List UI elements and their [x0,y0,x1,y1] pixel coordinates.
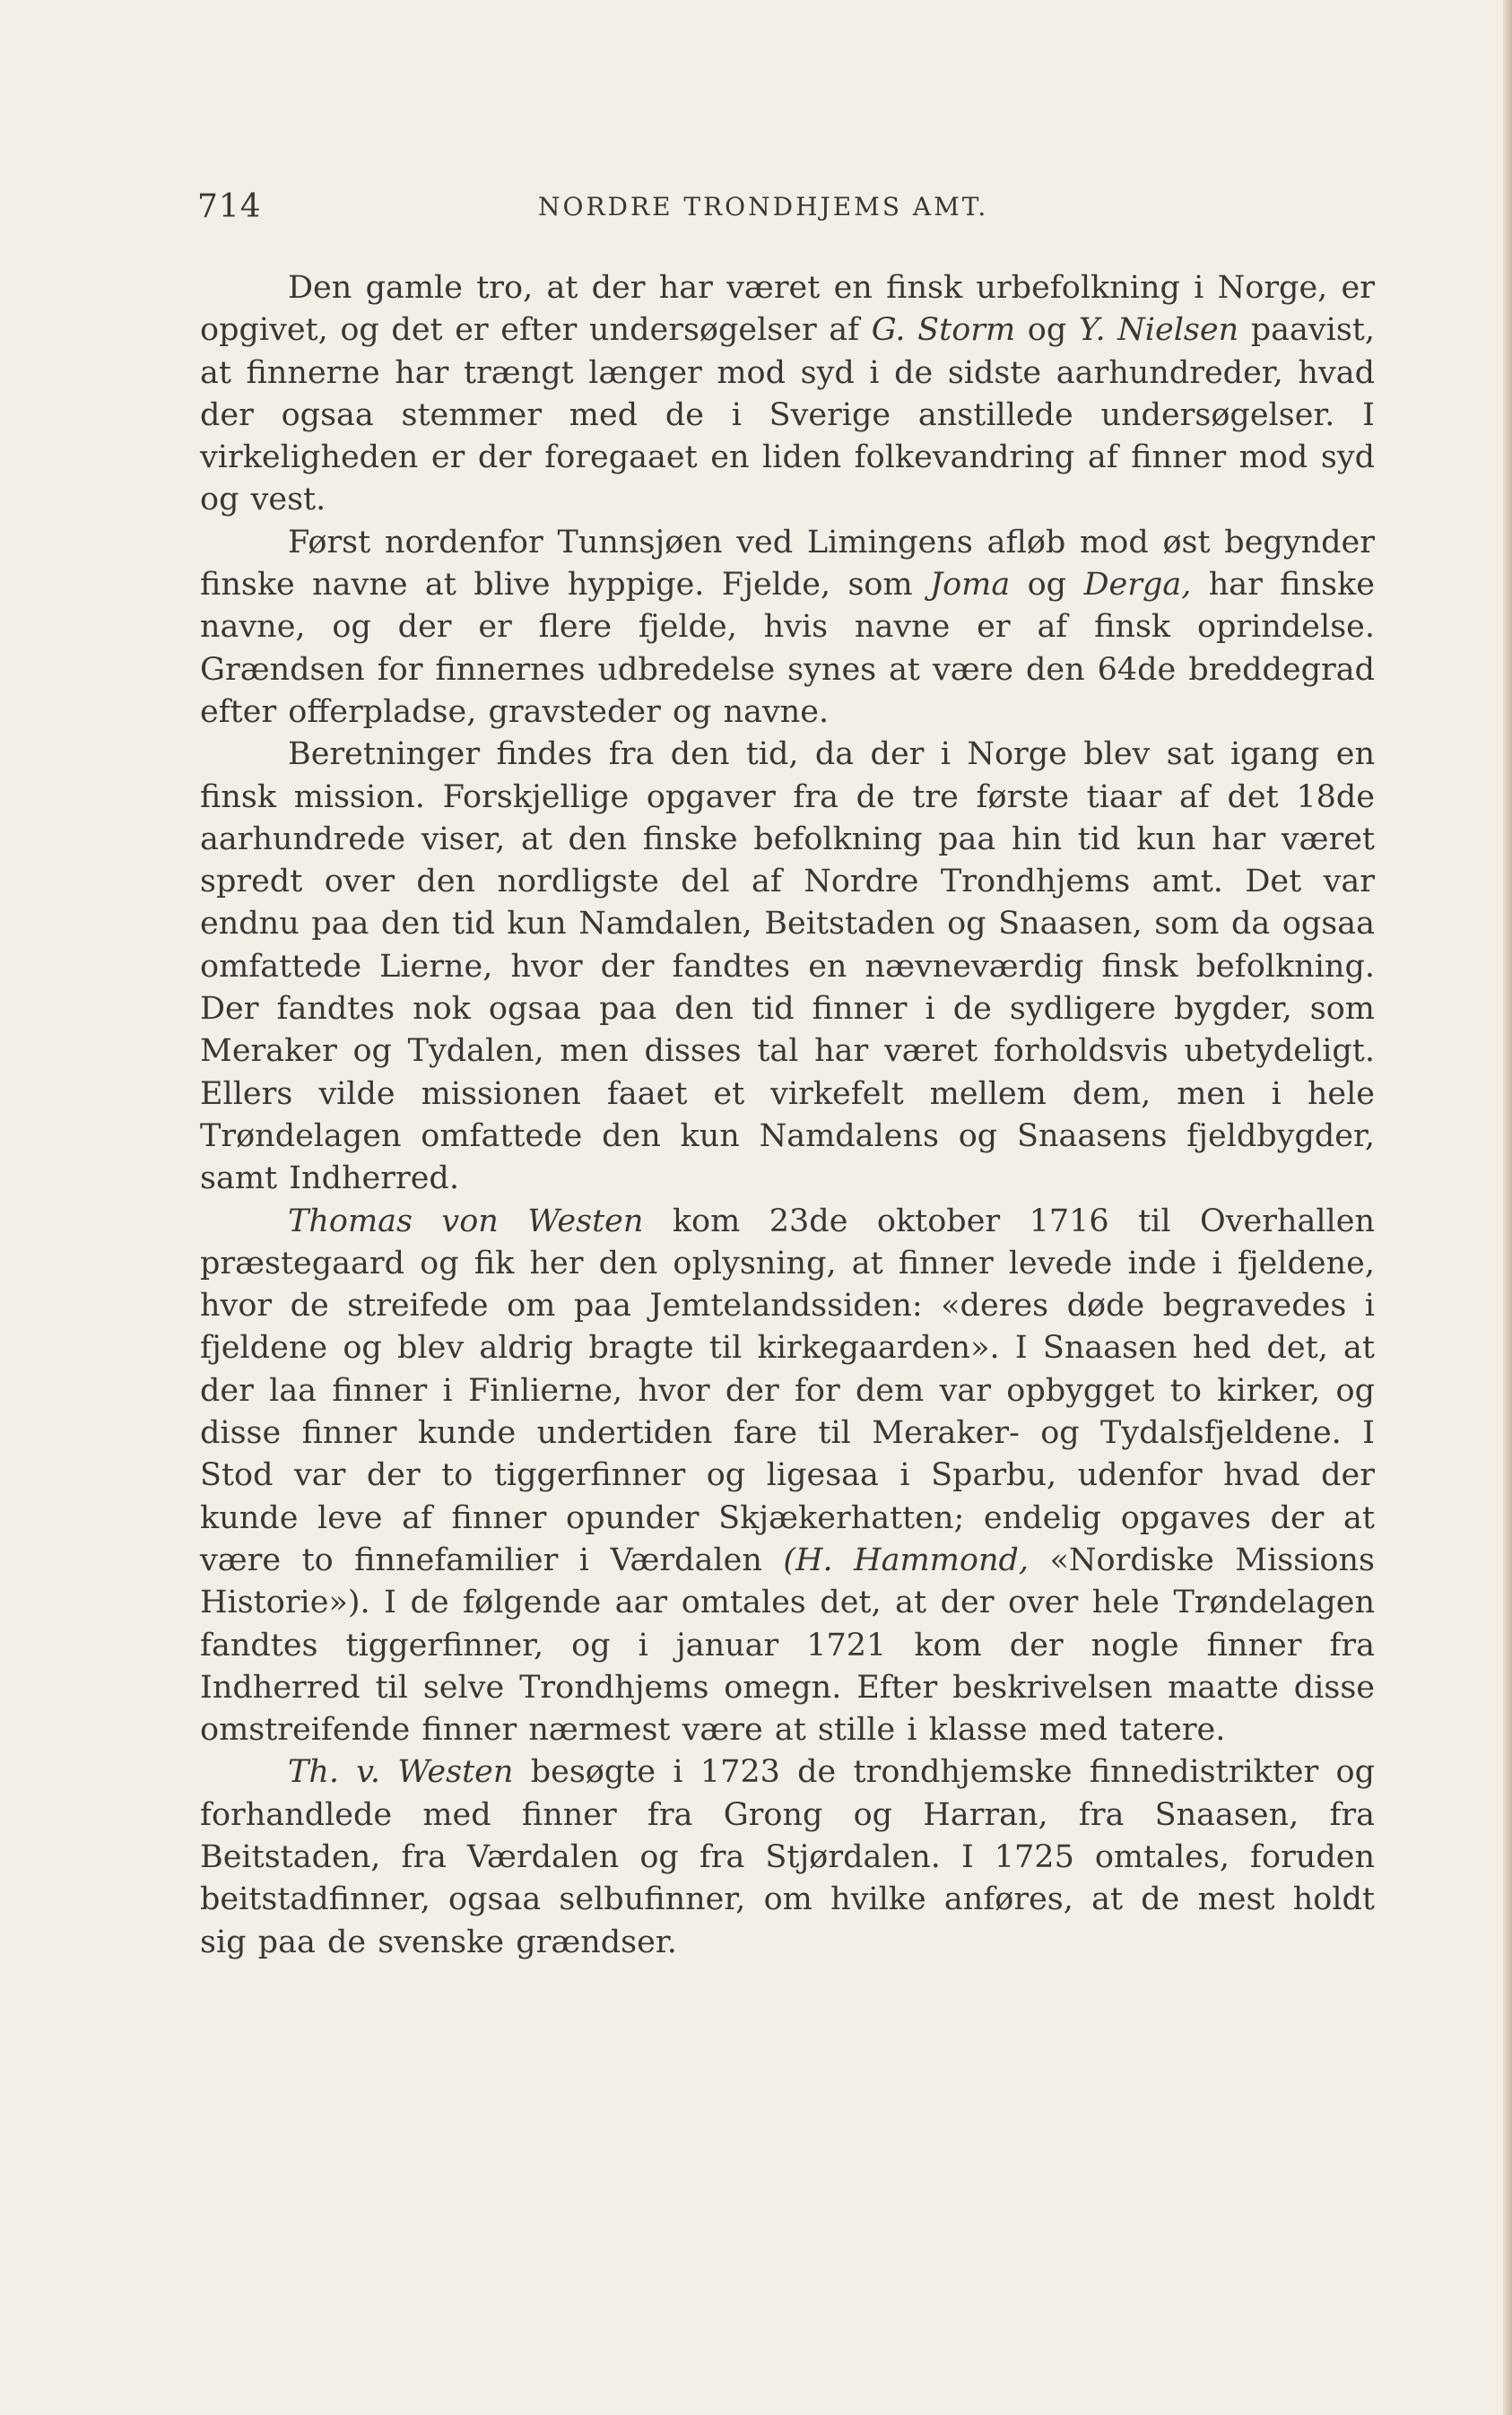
place-name: Joma [930,567,1011,604]
page-edge-shadow [1503,0,1512,2415]
body-text [200,267,1375,1964]
place-name: Derga, [1083,567,1192,604]
person-name: Thomas von Westen [288,1203,644,1239]
text-run: kom 23de oktober 1716 til Overhallen præstegaard og fik her den oplysning, at finner levede inde i fjeldene, hvor de streifede om paa Jemtelandssiden: «deres døde begravedes i fjeldene og blev aldrig bragte til kirkegaarden». I Snaasen hed det, at der laa finner i Finlierne, hvor der for dem var opbygget to kirker, og disse finner kunde undertiden fare til Meraker- og Tydalsfjeldene. I Stod var der to tiggerfinner og ligesaa i Sparbu, udenfor hvad der kunde leve af finner opunder Skjækerhatten; endelig opgaves der at være to finnefamilier i Værdalen [200,1203,1375,1578]
author-name: G. Storm [871,312,1016,349]
person-name: Th. v. Westen [288,1754,514,1791]
page-header [197,188,1372,233]
paragraph-2 [200,522,1375,734]
author-name: Y. Nielsen [1078,312,1239,349]
text-run: Først nordenfor Tunnsjøen ved Limingens afløb mod øst begynder finske navne at blive hyppige. Fjelde, som [200,524,1375,604]
page-number: 714 [197,188,262,225]
text-run: paavist, at finnerne har trængt længer mod syd i de sidste aarhundreder, hvad der ogsaa stemmer med de i Sverige anstillede undersøgelser. I virkeligheden er der foregaaet en liden folkevandring af finner mod syd og vest. [200,312,1375,518]
running-title: NORDRE TRONDHJEMS AMT. [538,192,989,222]
author-name: (H. Hammond, [783,1542,1030,1578]
text-run: «Nordiske Missions Historie»). I de følgende aar omtales det, at der over hele Trøndelagen fandtes tiggerfinner, og i januar 1721 kom der nogle finner fra Indherred til selve Trondhjems omegn. Efter beskrivelsen maatte disse omstreifende finner nærmest være at stille i klasse med tatere. [200,1542,1375,1749]
text-run: besøgte i 1723 de trondhjemske finnedistrikter og forhandlede med finner fra Grong og Harran, fra Snaasen, fra Beitstaden, fra Værdalen og fra Stjørdalen. I 1725 omtales, foruden beitstadfinner, ogsaa selbufinner, om hvilke anføres, at de mest holdt sig paa de svenske grændser. [200,1754,1375,1960]
text-run: Den gamle tro, at der har været en finsk urbefolkning i Norge, er opgivet, og det er efter undersøgelser af [200,270,1375,349]
text-run: har finske navne, og der er flere fjelde, hvis navne er af finsk oprindelse. Grændsen for finnernes udbredelse synes at være den 64de breddegrad efter offerpladse, gravsteder og navne. [200,567,1375,730]
paragraph-3 [200,734,1375,1200]
paragraph-1 [200,267,1375,522]
text-run: og [1015,312,1079,349]
text-run: Beretninger findes fra den tid, da der i Norge blev sat igang en finsk mission. Forskjellige opgaver fra de tre første tiaar af det 18de aarhundrede viser, at den finske befolkning paa hin tid kun har været spredt over den nordligste del af Nordre Trondhjems amt. Det var endnu paa den tid kun Namdalen, Beitstaden og Snaasen, som da ogsaa omfattede Lierne, hvor der fandtes en nævneværdig finsk befolkning. Der fandtes nok ogsaa paa den tid finner i de sydligere bygder, som Meraker og Tydalen, men disses tal har været forholdsvis ubetydeligt. Ellers vilde missionen faaet et virkefelt mellem dem, men i hele Trøndelagen omfattede den kun Namdalens og Snaasens fjeldbygder, samt Indherred. [200,736,1375,1197]
text-run: og [1010,567,1084,604]
paragraph-4 [200,1201,1375,1752]
paragraph-5 [200,1751,1375,1963]
